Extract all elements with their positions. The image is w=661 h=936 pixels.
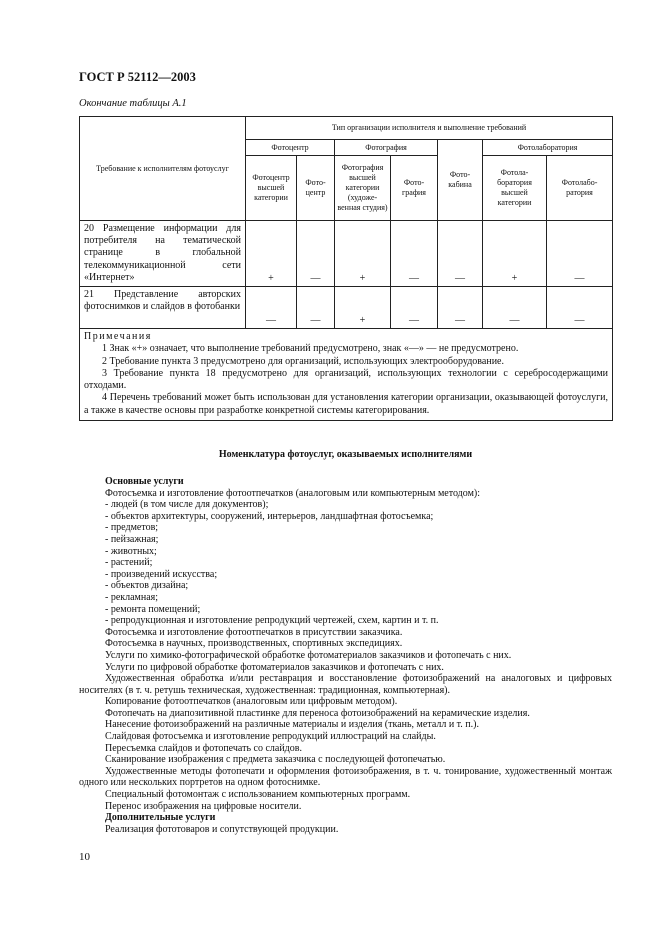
cell-mark: — — [438, 287, 483, 329]
list-item: - людей (в том числе для документов); — [105, 499, 269, 511]
list-item: - растений; — [105, 557, 153, 569]
cell-mark: + — [246, 221, 297, 287]
table-row — [80, 287, 613, 329]
table-notes — [80, 329, 613, 421]
row-requirement: 21 Представление авторских фотоснимков и слайдов в фотобанки — [80, 287, 246, 329]
header-group-photocenter: Фотоцентр — [246, 140, 335, 156]
list-item: - объектов архитектуры, сооружений, интерьеров, ландшафтная фотосъемка; — [105, 510, 434, 522]
cell-mark: + — [335, 221, 391, 287]
notes-title: Примечания — [84, 331, 152, 342]
row-requirement: 20 Размещение информации для потребителя на тематической странице в глобальной телекоммуникационной сети «Интернет» — [80, 221, 246, 287]
cell-mark: — — [483, 287, 547, 329]
cell-mark: — — [391, 287, 438, 329]
list-item: Нанесение фотоизображений на различные материалы и изделия (ткань, металл и т. п.). — [105, 719, 479, 731]
header-photocabin: Фото-кабина — [438, 140, 483, 221]
document-header: ГОСТ Р 52112—2003 — [79, 70, 196, 84]
basic-services-list — [79, 499, 612, 627]
header-photocenter-high: Фотоцентр высшей категории — [246, 156, 297, 221]
nomenclature-title: Номенклатура фотоуслуг, оказываемых исполнителями — [218, 449, 473, 460]
cell-mark: + — [335, 287, 391, 329]
list-item: Копирование фотоотпечатков (аналоговым или цифровым методом). — [105, 696, 398, 708]
cell-mark: — — [547, 287, 613, 329]
header-photolab: Фотолабо-ратория — [547, 156, 613, 221]
header-group-photolab: Фотолаборатория — [483, 140, 613, 156]
basic-services-heading: Основные услуги — [105, 476, 184, 487]
header-org-type: Тип организации исполнителя и выполнение требований — [246, 117, 613, 140]
list-item: - объектов дизайна; — [105, 580, 189, 592]
page-number: 10 — [79, 851, 90, 863]
cell-mark: + — [483, 221, 547, 287]
list-item: - животных; — [105, 545, 157, 557]
list-item: - предметов; — [105, 522, 159, 534]
header-requirement: Требование к исполнителям фотоуслуг — [80, 117, 246, 221]
header-photolab-high: Фотола-боратория высшей категории — [483, 156, 547, 221]
list-item: - рекламная; — [105, 591, 159, 603]
list-item: Фотосъемка в научных, производственных, спортивных экспедициях. — [105, 638, 403, 650]
cell-mark: — — [297, 221, 335, 287]
header-photocenter: Фото-центр — [297, 156, 335, 221]
note-item: 1 Знак «+» означает, что выполнение требований предусмотрено, знак «—» — не предусмотрено. — [102, 343, 519, 355]
list-item: - ремонта помещений; — [105, 603, 201, 615]
list-item: Слайдовая фотосъемка и изготовление репродукций иллюстраций на слайды. — [105, 731, 436, 743]
requirements-table — [79, 116, 613, 421]
cell-mark: — — [297, 287, 335, 329]
list-item: Сканирование изображения с предмета заказчика с последующей фотопечатью. — [105, 754, 446, 766]
list-item: - произведений искусства; — [105, 568, 218, 580]
header-photography-high: Фотография высшей категории (художе-венная студия) — [335, 156, 391, 221]
list-item: Услуги по химико-фотографической обработке фотоматериалов заказчиков и фотопечать с них. — [105, 649, 512, 661]
cell-mark: — — [438, 221, 483, 287]
basic-services-more — [79, 627, 612, 813]
additional-services-heading: Дополнительные услуги — [105, 812, 216, 824]
list-item: Услуги по цифровой обработке фотоматериалов заказчиков и фотопечать с них. — [105, 661, 444, 673]
header-photography: Фото-графия — [391, 156, 438, 221]
basic-services-intro: Фотосъемка и изготовление фотоотпечатков (аналоговым или компьютерным методом): — [105, 487, 481, 499]
table-row — [80, 221, 613, 287]
cell-mark: — — [547, 221, 613, 287]
table-caption: Окончание таблицы А.1 — [79, 98, 187, 109]
services-section — [79, 476, 612, 835]
list-item: Художественная обработка и/или реставрация и восстановление фотоизображений на аналоговых и цифровых носителях (в т. ч. ретушь техническая, художественная: традиционная, компьютерная). — [79, 673, 612, 696]
list-item: Фотопечать на диапозитивной пластинке для переноса фотоизображений на керамические изделия. — [105, 707, 530, 719]
cell-mark: — — [391, 221, 438, 287]
list-item: Художественные методы фотопечати и оформления фотоизображения, в т. ч. тонирование, художественный монтаж одного или нескольких портретов на одном фотоснимке. — [79, 765, 612, 789]
list-item: Реализация фототоваров и сопутствующей продукции. — [105, 823, 339, 835]
note-item: 4 Перечень требований может быть использован для установления категории организации, оказывающей фотоуслуги, а также в качестве основы при разработке конкретной системы категорирования. — [84, 392, 609, 416]
list-item: - репродукционная и изготовление репродукций чертежей, схем, картин и т. п. — [105, 615, 439, 627]
list-item: Перенос изображения на цифровые носители. — [105, 800, 302, 812]
cell-mark: — — [246, 287, 297, 329]
list-item: - пейзажная; — [105, 533, 159, 545]
list-item: Фотосъемка и изготовление фотоотпечатков в присутствии заказчика. — [105, 626, 403, 638]
list-item: Пересъемка слайдов и фотопечать со слайдов. — [105, 742, 302, 754]
note-item: 3 Требование пункта 18 предусмотрено для организаций, использующих технологии с серебросодержащими отходами. — [84, 367, 609, 392]
header-group-photography: Фотография — [335, 140, 438, 156]
list-item: Специальный фотомонтаж с использованием компьютерных программ. — [105, 789, 411, 801]
note-item: 2 Требование пункта 3 предусмотрено для организаций, использующих электрооборудование. — [102, 355, 504, 367]
